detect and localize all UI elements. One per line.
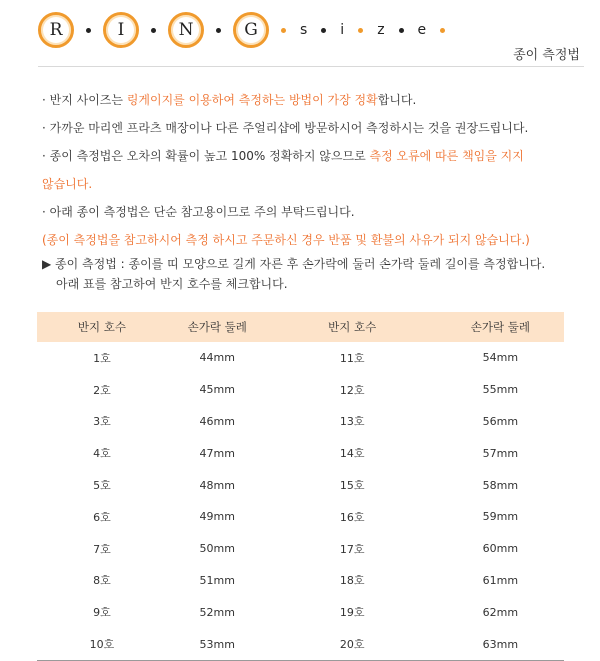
table-row [37,342,564,374]
note-line [42,86,587,114]
table-row [37,406,564,438]
highlighted-text: (종이 측정법을 참고하시어 측정 하시고 주문하신 경우 반품 및 환불의 사유가 되지 않습니다.) [42,233,530,247]
note-line [42,226,587,254]
logo-dot [440,28,445,33]
table-cell: 8호 [93,574,111,588]
table-cell: 52mm [199,605,235,619]
table-cell: 46mm [199,414,235,428]
column-header: 손가락 둘레 [470,320,530,334]
page-header [0,0,600,70]
note-line [42,114,587,142]
table-cell: 63mm [437,628,564,660]
table-cell: 5호 [93,479,111,493]
ring-size-table [37,312,564,661]
table-cell: 7호 [93,542,111,556]
table-row [37,437,564,469]
table-cell: 2호 [93,383,111,397]
table-cell: 61mm [482,573,519,587]
instruction-line: ▶ 종이 측정법 : 종이를 띠 모양으로 길게 자른 후 손가락에 둘러 손가락 둘레 길이를 측정합니다. [42,257,546,271]
table-cell: 13호 [339,415,365,429]
table-cell: 45mm [199,383,235,397]
logo-dot [216,28,221,33]
page-subtitle: 종이 측정법 [513,48,580,63]
note-text: · 반지 사이즈는 [42,93,127,107]
table-cell: 15호 [339,479,365,493]
table-cell: 9호 [93,606,111,620]
instruction-line: 아래 표를 참고하여 반지 호수를 체크합니다. [56,277,288,291]
note-line [42,170,587,198]
logo-ring-letter: G [233,12,269,48]
table-cell: 59mm [482,510,519,524]
logo-small-letter: z [377,22,385,38]
table-cell: 11호 [339,351,365,365]
table-cell: 14호 [339,447,365,461]
notes-list [42,86,587,254]
logo-ring-letter: I [103,12,139,48]
table-row [37,501,564,533]
table-cell: 1호 [93,351,111,365]
table-cell: 48mm [199,478,235,492]
table-cell: 49mm [199,510,235,524]
table-cell: 56mm [482,414,519,428]
table-row [37,565,564,597]
ring-size-logo [38,12,457,48]
table-header-row [37,312,564,342]
note-line [42,142,587,170]
table-row [37,374,564,406]
table-cell: 6호 [93,510,111,524]
instruction-block [42,254,545,294]
logo-small-letter: i [340,22,345,38]
table-cell: 3호 [93,415,111,429]
table-cell: 16호 [339,510,365,524]
note-text: · 아래 종이 측정법은 단순 참고용이므로 주의 부탁드립니다. [42,205,355,219]
highlighted-text: 링게이지를 이용하여 측정하는 방법이 가장 정확 [126,93,378,107]
logo-dot [358,28,363,33]
table-cell: 44mm [199,351,235,365]
table-cell: 12호 [339,383,365,397]
note-text: · 종이 측정법은 오차의 확률이 높고 100% 정확하지 않으므로 [42,149,370,163]
table-cell: 54mm [482,351,519,365]
column-header: 손가락 둘레 [187,320,247,334]
highlighted-text: 측정 오류에 따른 책임을 지지 [369,149,524,163]
column-header: 반지 호수 [328,320,377,334]
table-cell: 50mm [199,542,235,556]
table-cell: 55mm [482,383,519,397]
table-row [37,533,564,565]
table-row [37,596,564,628]
logo-small-letter: s [300,22,308,38]
table-row [37,628,564,660]
logo-dot [399,28,404,33]
table-cell: 60mm [482,542,519,556]
column-header: 반지 호수 [77,320,126,334]
logo-dot [86,28,91,33]
table-cell: 10호 [37,628,167,660]
logo-dot [151,28,156,33]
table-cell: 19호 [339,606,365,620]
logo-small-letter: e [417,22,427,38]
table-cell: 20호 [268,628,437,660]
table-cell: 57mm [482,446,519,460]
table-body [37,342,564,660]
table-cell: 62mm [482,605,519,619]
header-divider [38,66,584,67]
note-line [42,198,587,226]
table-row [37,469,564,501]
table-cell: 17호 [339,542,365,556]
logo-ring-letter: N [168,12,204,48]
table-cell: 4호 [93,447,111,461]
table-cell: 18호 [339,574,365,588]
table-cell: 58mm [482,478,519,492]
highlighted-text: 않습니다. [42,177,93,191]
logo-dot [321,28,326,33]
table-cell: 53mm [167,628,268,660]
logo-ring-letter: R [38,12,74,48]
table-cell: 47mm [199,446,235,460]
note-text: 합니다. [377,93,417,107]
table-cell: 51mm [199,573,235,587]
note-text: · 가까운 마리엔 프라츠 매장이나 다른 주얼리샵에 방문하시어 측정하시는 것을 권장드립니다. [42,121,529,135]
logo-dot [281,28,286,33]
